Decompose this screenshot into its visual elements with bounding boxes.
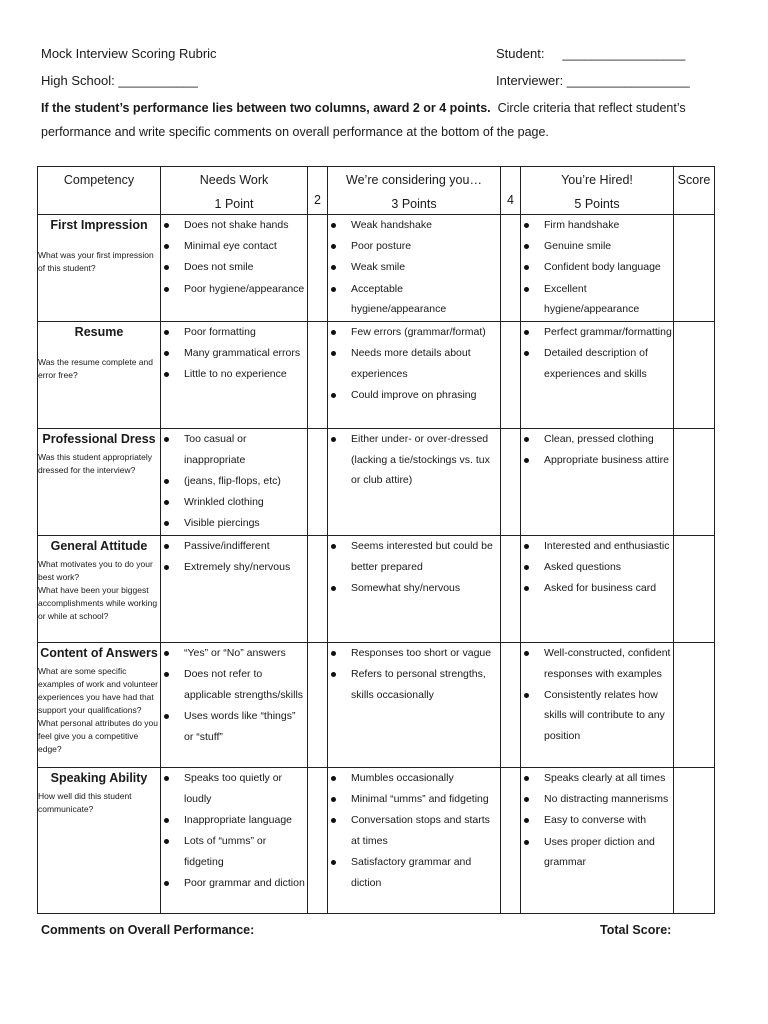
two-points-cell[interactable]	[308, 536, 328, 643]
needs-work-cell	[161, 643, 308, 768]
considering-cell	[328, 643, 501, 768]
hired-cell	[521, 215, 674, 322]
criterion-item: Seems interested but could be better prepared	[328, 536, 500, 577]
criteria-list	[161, 215, 307, 299]
four-points-cell[interactable]	[501, 322, 521, 429]
two-points-cell[interactable]	[308, 429, 328, 536]
hired-cell	[521, 429, 674, 536]
criterion-item: Poor grammar and diction	[161, 873, 307, 894]
considering-cell	[328, 429, 501, 536]
criteria-list	[521, 643, 673, 747]
needs-work-header: Needs Work 1 Point	[161, 167, 308, 215]
criteria-list	[328, 643, 500, 705]
competency-name: Content of Answers	[40, 646, 158, 660]
competency-question: What are some specific examples of work and volunteer experiences you have had that support your qualifications?	[38, 666, 159, 715]
criterion-item: Conversation stops and starts at times	[328, 810, 500, 851]
four-points-cell[interactable]	[501, 429, 521, 536]
score-cell[interactable]	[674, 643, 715, 768]
criteria-list	[161, 322, 307, 385]
competency-name: First Impression	[50, 218, 148, 232]
score-cell[interactable]	[674, 215, 715, 322]
criterion-item: Refers to personal strengths, skills occasionally	[328, 664, 500, 705]
competency-question: Was the resume complete and error free?	[38, 357, 153, 380]
two-points-cell[interactable]	[308, 643, 328, 768]
criterion-item: Too casual or inappropriate	[161, 429, 307, 470]
table-row	[38, 768, 715, 914]
competency-question: How well did this student communicate?	[38, 791, 132, 814]
criteria-list	[328, 536, 500, 598]
criterion-item: Poor formatting	[161, 322, 307, 343]
criterion-item: Uses proper diction and grammar	[521, 832, 673, 873]
criterion-item: Asked for business card	[521, 578, 673, 599]
criterion-item: Does not smile	[161, 257, 307, 278]
student-label: Student:	[496, 46, 545, 61]
student-field	[496, 46, 685, 62]
considering-cell	[328, 768, 501, 914]
total-score-label: Total Score:	[600, 923, 672, 937]
high-school-field: High School: ___________	[41, 73, 198, 88]
competency-question: What personal attributes do you feel give you a competitive edge?	[38, 718, 159, 754]
two-points-cell[interactable]	[308, 322, 328, 429]
competency-name: Professional Dress	[42, 432, 156, 446]
score-cell[interactable]	[674, 429, 715, 536]
criteria-list	[328, 322, 500, 406]
criterion-item: Weak handshake	[328, 215, 500, 236]
four-points-header: 4	[501, 167, 521, 215]
criterion-item: Interested and enthusiastic	[521, 536, 673, 557]
four-points-cell[interactable]	[501, 643, 521, 768]
criterion-item: Could improve on phrasing	[328, 385, 500, 406]
score-cell[interactable]	[674, 536, 715, 643]
competency-name: Resume	[74, 325, 124, 339]
criterion-item: Needs more details about experiences	[328, 343, 500, 384]
criterion-item: Satisfactory grammar and diction	[328, 852, 500, 893]
table-header-row	[38, 167, 715, 215]
hired-header: You’re Hired! 5 Points	[521, 167, 674, 215]
criterion-item: Minimal “umms” and fidgeting	[328, 789, 500, 810]
criterion-item: Speaks too quietly or loudly	[161, 768, 307, 809]
instructions-bold: If the student’s performance lies between two columns, award 2 or 4 points.	[41, 101, 491, 115]
criterion-item: Genuine smile	[521, 236, 673, 257]
student-line: _________________	[562, 46, 686, 61]
document-title: Mock Interview Scoring Rubric	[41, 46, 217, 61]
considering-cell	[328, 536, 501, 643]
criteria-list	[328, 768, 500, 893]
four-points-cell[interactable]	[501, 536, 521, 643]
comments-label: Comments on Overall Performance:	[41, 923, 255, 937]
criterion-item: Passive/indifferent	[161, 536, 307, 557]
criteria-list	[161, 768, 307, 893]
competency-name: General Attitude	[50, 539, 148, 553]
interviewer-field: Interviewer: _________________	[496, 73, 690, 88]
criteria-list	[328, 429, 500, 491]
criterion-item: Acceptable hygiene/appearance	[328, 279, 500, 320]
rubric-table	[37, 166, 715, 914]
competency-question: Was this student appropriately dressed for the interview?	[38, 452, 153, 475]
table-row	[38, 429, 715, 536]
criterion-item: Little to no experience	[161, 364, 307, 385]
considering-cell	[328, 215, 501, 322]
two-points-cell[interactable]	[308, 768, 328, 914]
criterion-item: “Yes” or “No” answers	[161, 643, 307, 664]
criterion-item: Clean, pressed clothing	[521, 429, 673, 450]
table-row	[38, 536, 715, 643]
four-points-cell[interactable]	[501, 215, 521, 322]
criteria-list	[161, 536, 307, 578]
criterion-item: Easy to converse with	[521, 810, 673, 831]
criterion-item: Mumbles occasionally	[328, 768, 500, 789]
criteria-list	[521, 215, 673, 320]
competency-header: Competency	[38, 167, 161, 215]
two-points-cell[interactable]	[308, 215, 328, 322]
criterion-item: Uses words like “things” or “stuff”	[161, 706, 307, 747]
criterion-item: Extremely shy/nervous	[161, 557, 307, 578]
considering-cell	[328, 322, 501, 429]
criterion-item: Detailed description of experiences and skills	[521, 343, 673, 384]
score-cell[interactable]	[674, 322, 715, 429]
hired-cell	[521, 536, 674, 643]
criterion-item: No distracting mannerisms	[521, 789, 673, 810]
score-header: Score	[674, 167, 715, 215]
criteria-list	[328, 215, 500, 320]
needs-work-cell	[161, 215, 308, 322]
competency-question: What was your first impression of this student?	[38, 250, 154, 273]
criterion-item: Consistently relates how skills will contribute to any position	[521, 685, 673, 747]
rubric-body	[38, 215, 715, 914]
criterion-item: Confident body language	[521, 257, 673, 278]
criterion-item: Well-constructed, confident responses with examples	[521, 643, 673, 684]
competency-cell-professional-dress	[38, 429, 161, 536]
criterion-item: Speaks clearly at all times	[521, 768, 673, 789]
competency-question: What have been your biggest accomplishments while working or while at school?	[38, 585, 158, 621]
two-points-header: 2	[308, 167, 328, 215]
criterion-item: Does not shake hands	[161, 215, 307, 236]
considering-header: We’re considering you… 3 Points	[328, 167, 501, 215]
table-row	[38, 643, 715, 768]
hired-cell	[521, 322, 674, 429]
criterion-item: Wrinkled clothing	[161, 492, 307, 513]
competency-cell-first-impression	[38, 215, 161, 322]
competency-cell-resume	[38, 322, 161, 429]
criteria-list	[521, 322, 673, 384]
criterion-item: Responses too short or vague	[328, 643, 500, 664]
criterion-item: Firm handshake	[521, 215, 673, 236]
criterion-item: Either under- or over-dressed (lacking a tie/stockings vs. tux or club attire)	[328, 429, 500, 491]
competency-cell-content-of-answers	[38, 643, 161, 768]
needs-work-cell	[161, 768, 308, 914]
criterion-item: Few errors (grammar/format)	[328, 322, 500, 343]
criterion-item: Poor hygiene/appearance	[161, 279, 307, 300]
criterion-item: Minimal eye contact	[161, 236, 307, 257]
criterion-item: Does not refer to applicable strengths/skills	[161, 664, 307, 705]
competency-cell-general-attitude	[38, 536, 161, 643]
hired-cell	[521, 643, 674, 768]
criteria-list	[521, 768, 673, 873]
criterion-item: Visible piercings	[161, 513, 307, 534]
needs-work-cell	[161, 536, 308, 643]
criterion-item: (jeans, flip-flops, etc)	[161, 471, 307, 492]
needs-work-cell	[161, 322, 308, 429]
criterion-item: Perfect grammar/formatting	[521, 322, 673, 343]
criterion-item: Asked questions	[521, 557, 673, 578]
criterion-item: Lots of “umms” or fidgeting	[161, 831, 307, 872]
competency-question: What motivates you to do your best work?	[38, 559, 153, 582]
criteria-list	[161, 643, 307, 747]
criterion-item: Inappropriate language	[161, 810, 307, 831]
criterion-item: Poor posture	[328, 236, 500, 257]
criteria-list	[521, 536, 673, 599]
score-cell[interactable]	[674, 768, 715, 914]
criterion-item: Many grammatical errors	[161, 343, 307, 364]
criterion-item: Somewhat shy/nervous	[328, 578, 500, 599]
hired-cell	[521, 768, 674, 914]
competency-cell-speaking-ability	[38, 768, 161, 914]
instructions	[41, 96, 731, 144]
criterion-item: Excellent hygiene/appearance	[521, 279, 673, 320]
criterion-item: Appropriate business attire	[521, 450, 673, 471]
table-row	[38, 215, 715, 322]
needs-work-cell	[161, 429, 308, 536]
table-row	[38, 322, 715, 429]
criteria-list	[521, 429, 673, 471]
instructions-text: Circle criteria that reflect student’s performance and write specific comments on overall performance at the bottom of the page.	[41, 101, 686, 139]
four-points-cell[interactable]	[501, 768, 521, 914]
competency-name: Speaking Ability	[50, 771, 148, 785]
criteria-list	[161, 429, 307, 534]
criterion-item: Weak smile	[328, 257, 500, 278]
